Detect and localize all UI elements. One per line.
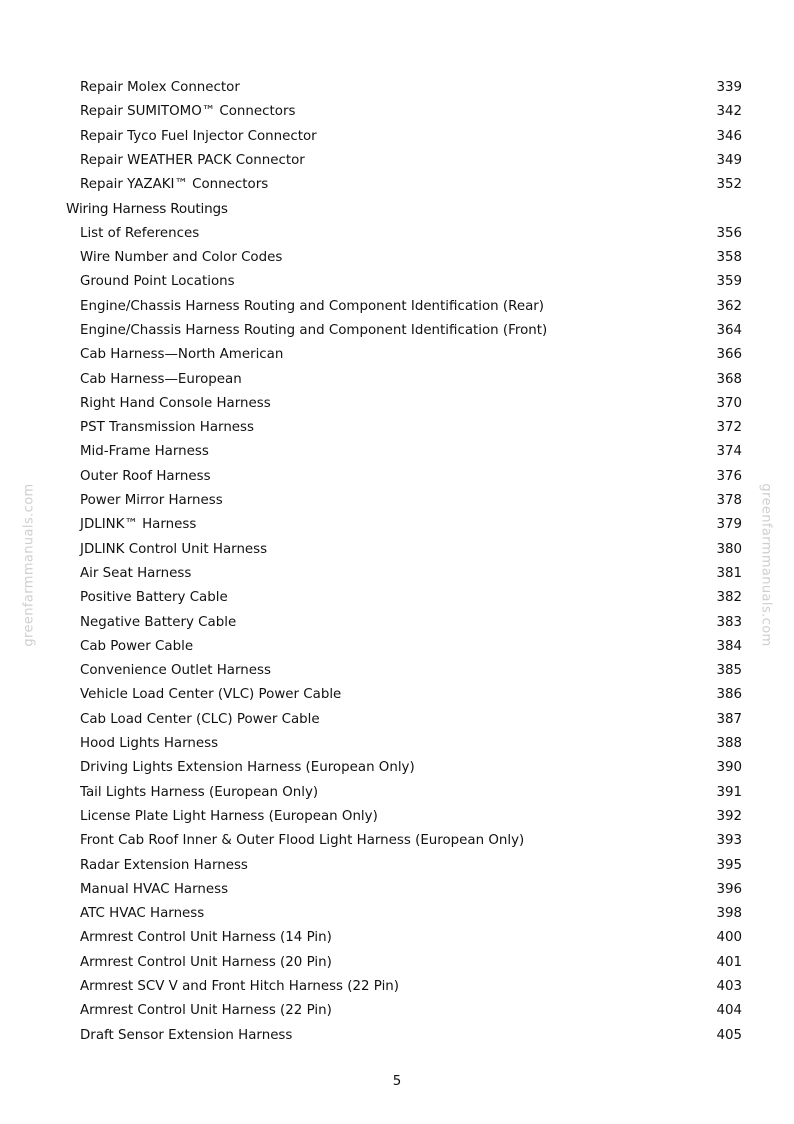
toc-entry-page[interactable]: 398	[716, 906, 742, 922]
toc-entry-page[interactable]: 356	[716, 225, 742, 241]
toc-entry-title[interactable]: List of References	[80, 225, 200, 241]
toc-entry-title[interactable]: Engine/Chassis Harness Routing and Component Identification (Front)	[80, 322, 548, 338]
toc-entry[interactable]	[0, 635, 794, 659]
toc-entry[interactable]	[0, 586, 794, 610]
toc-entry-page[interactable]: 391	[716, 784, 742, 800]
toc-entry-title[interactable]: Cab Power Cable	[80, 638, 194, 654]
toc-entry-title[interactable]: Draft Sensor Extension Harness	[80, 1027, 293, 1043]
toc-entry-page[interactable]: 364	[716, 322, 742, 338]
toc-entry[interactable]	[0, 854, 794, 878]
toc-entry-title[interactable]: JDLINK™ Harness	[80, 517, 197, 533]
toc-entry-page[interactable]: 368	[716, 371, 742, 387]
watermark-right: greenfarmmanuals.com	[758, 483, 774, 647]
toc-entry-title[interactable]: Tail Lights Harness (European Only)	[80, 784, 319, 800]
toc-entry[interactable]	[0, 246, 794, 270]
toc-entry[interactable]	[0, 829, 794, 853]
toc-entry-title[interactable]: Mid-Frame Harness	[80, 444, 209, 460]
toc-entry[interactable]	[0, 975, 794, 999]
toc-entry-title[interactable]: Repair YAZAKI™ Connectors	[80, 177, 269, 193]
toc-entry-page[interactable]: 366	[716, 347, 742, 363]
toc-entry-title[interactable]: Negative Battery Cable	[80, 614, 237, 630]
toc-entry-page[interactable]: 396	[716, 881, 742, 897]
toc-entry-title[interactable]: Armrest Control Unit Harness (14 Pin)	[80, 930, 332, 946]
toc-entry-title[interactable]: Positive Battery Cable	[80, 590, 228, 606]
toc-entry[interactable]	[0, 392, 794, 416]
toc-entry-page[interactable]: 339	[716, 80, 742, 95]
toc-entry[interactable]	[0, 878, 794, 902]
toc-entry-title[interactable]: Armrest SCV V and Front Hitch Harness (22 Pin)	[80, 978, 400, 994]
toc-entry-page[interactable]: 403	[716, 978, 742, 994]
toc-entry[interactable]	[0, 1024, 794, 1048]
toc-entry-page[interactable]: 381	[716, 565, 742, 581]
page-number: 5	[392, 1074, 402, 1089]
toc-entry-page[interactable]: 370	[716, 395, 742, 411]
toc-entry-page[interactable]: 349	[716, 152, 742, 168]
toc-entry-title[interactable]: Repair Tyco Fuel Injector Connector	[80, 128, 317, 144]
toc-entry[interactable]	[0, 173, 794, 197]
toc-entry-page[interactable]: 372	[716, 420, 742, 436]
toc-entry-title[interactable]: Convenience Outlet Harness	[80, 663, 271, 679]
toc-entry[interactable]	[0, 440, 794, 464]
toc-entry-title[interactable]: Outer Roof Harness	[80, 468, 211, 484]
toc-entry[interactable]	[0, 125, 794, 149]
toc-entry[interactable]	[0, 489, 794, 513]
toc-entry-page[interactable]: 386	[716, 687, 742, 703]
toc-entry-page[interactable]: 378	[716, 493, 742, 509]
toc-entry-page[interactable]: 380	[716, 541, 742, 557]
toc-entry[interactable]	[0, 343, 794, 367]
toc-entry[interactable]	[0, 270, 794, 294]
toc-entry-page[interactable]: 404	[716, 1003, 742, 1019]
toc-entry-title[interactable]: Repair WEATHER PACK Connector	[80, 152, 305, 168]
toc-entry-page[interactable]: 374	[716, 444, 742, 460]
toc-entry[interactable]	[0, 926, 794, 950]
toc-entry-title[interactable]: Repair SUMITOMO™ Connectors	[80, 104, 296, 120]
toc-entry-page[interactable]: 376	[716, 468, 742, 484]
toc-section-heading	[0, 197, 794, 221]
toc-entry[interactable]	[0, 538, 794, 562]
toc-entry[interactable]	[0, 513, 794, 537]
toc-entry-page[interactable]: 401	[716, 954, 742, 970]
toc-entry-page[interactable]: 387	[716, 711, 742, 727]
toc-entry-title[interactable]: Armrest Control Unit Harness (22 Pin)	[80, 1003, 332, 1019]
toc-entry-page[interactable]: 346	[716, 128, 742, 144]
toc-entry[interactable]	[0, 902, 794, 926]
toc-entry-page[interactable]: 382	[716, 590, 742, 606]
watermark-left: greenfarmmanuals.com	[21, 483, 37, 647]
toc-entry[interactable]	[0, 951, 794, 975]
toc-entry[interactable]	[0, 562, 794, 586]
toc-entry-page[interactable]: 395	[716, 857, 742, 873]
toc-entry-title[interactable]: Manual HVAC Harness	[80, 881, 229, 897]
toc-entry[interactable]	[0, 781, 794, 805]
toc-entry[interactable]	[0, 999, 794, 1023]
toc-entry-page[interactable]: 390	[716, 760, 742, 776]
toc-entry-page[interactable]: 388	[716, 736, 742, 752]
toc-entry-page[interactable]: 358	[716, 250, 742, 266]
toc-entry[interactable]	[0, 319, 794, 343]
toc-entry-page[interactable]: 385	[716, 663, 742, 679]
toc-entry[interactable]	[0, 732, 794, 756]
toc-entry-page[interactable]: 359	[716, 274, 742, 290]
toc-entry[interactable]	[0, 756, 794, 780]
toc-entry-title[interactable]: Power Mirror Harness	[80, 493, 223, 509]
toc-entry-title[interactable]: Cab Harness—European	[80, 371, 242, 387]
toc-entry-title[interactable]: ATC HVAC Harness	[80, 906, 205, 922]
toc-entry-title[interactable]: Engine/Chassis Harness Routing and Component Identification (Rear)	[80, 298, 545, 314]
toc-entry[interactable]	[0, 659, 794, 683]
toc-section-title: Wiring Harness Routings	[66, 201, 228, 218]
toc-entry-page[interactable]: 352	[716, 177, 742, 193]
toc-entry-title[interactable]: Air Seat Harness	[80, 565, 192, 581]
toc-entry[interactable]	[0, 222, 794, 246]
toc-entry[interactable]	[0, 683, 794, 707]
toc-entry-title[interactable]: Vehicle Load Center (VLC) Power Cable	[80, 687, 342, 703]
toc-entry-title[interactable]: Repair Molex Connector	[80, 80, 240, 95]
toc-entry-title[interactable]: JDLINK Control Unit Harness	[80, 541, 268, 557]
toc-entry-page[interactable]: 405	[716, 1027, 742, 1043]
toc-entry-page[interactable]: 362	[716, 298, 742, 314]
toc-entry-title[interactable]: Driving Lights Extension Harness (European Only)	[80, 760, 415, 776]
toc-entry[interactable]	[0, 295, 794, 319]
toc-entry-title[interactable]: Armrest Control Unit Harness (20 Pin)	[80, 954, 332, 970]
toc-entry-title[interactable]: Cab Load Center (CLC) Power Cable	[80, 711, 320, 727]
toc-entry[interactable]	[0, 368, 794, 392]
toc-entry-title[interactable]: Wire Number and Color Codes	[80, 250, 283, 266]
toc-entry-title[interactable]: Ground Point Locations	[80, 274, 235, 290]
toc-entry[interactable]	[0, 805, 794, 829]
toc-entry[interactable]	[0, 76, 794, 100]
toc-entry[interactable]	[0, 149, 794, 173]
toc-entry-title[interactable]: License Plate Light Harness (European Only)	[80, 808, 378, 824]
toc-entry-page[interactable]: 384	[716, 638, 742, 654]
toc-entry-title[interactable]: Hood Lights Harness	[80, 736, 219, 752]
toc-entry-page[interactable]: 393	[716, 833, 742, 849]
toc-entry-title[interactable]: Right Hand Console Harness	[80, 395, 271, 411]
toc-entry-page[interactable]: 342	[716, 104, 742, 120]
toc-entry-title[interactable]: Front Cab Roof Inner & Outer Flood Light Harness (European Only)	[80, 833, 525, 849]
toc-entry[interactable]	[0, 708, 794, 732]
toc-entry-page[interactable]: 383	[716, 614, 742, 630]
toc-entry-page[interactable]: 400	[716, 930, 742, 946]
toc-entry[interactable]	[0, 100, 794, 124]
toc-entry-title[interactable]: Cab Harness—North American	[80, 347, 284, 363]
toc-entry[interactable]	[0, 465, 794, 489]
toc-entry-page[interactable]: 379	[716, 517, 742, 533]
toc-entry[interactable]	[0, 611, 794, 635]
toc-entry-page[interactable]: 392	[716, 808, 742, 824]
toc-entry-title[interactable]: PST Transmission Harness	[80, 420, 254, 436]
table-of-contents	[0, 76, 794, 1048]
toc-entry[interactable]	[0, 416, 794, 440]
toc-entry-title[interactable]: Radar Extension Harness	[80, 857, 248, 873]
